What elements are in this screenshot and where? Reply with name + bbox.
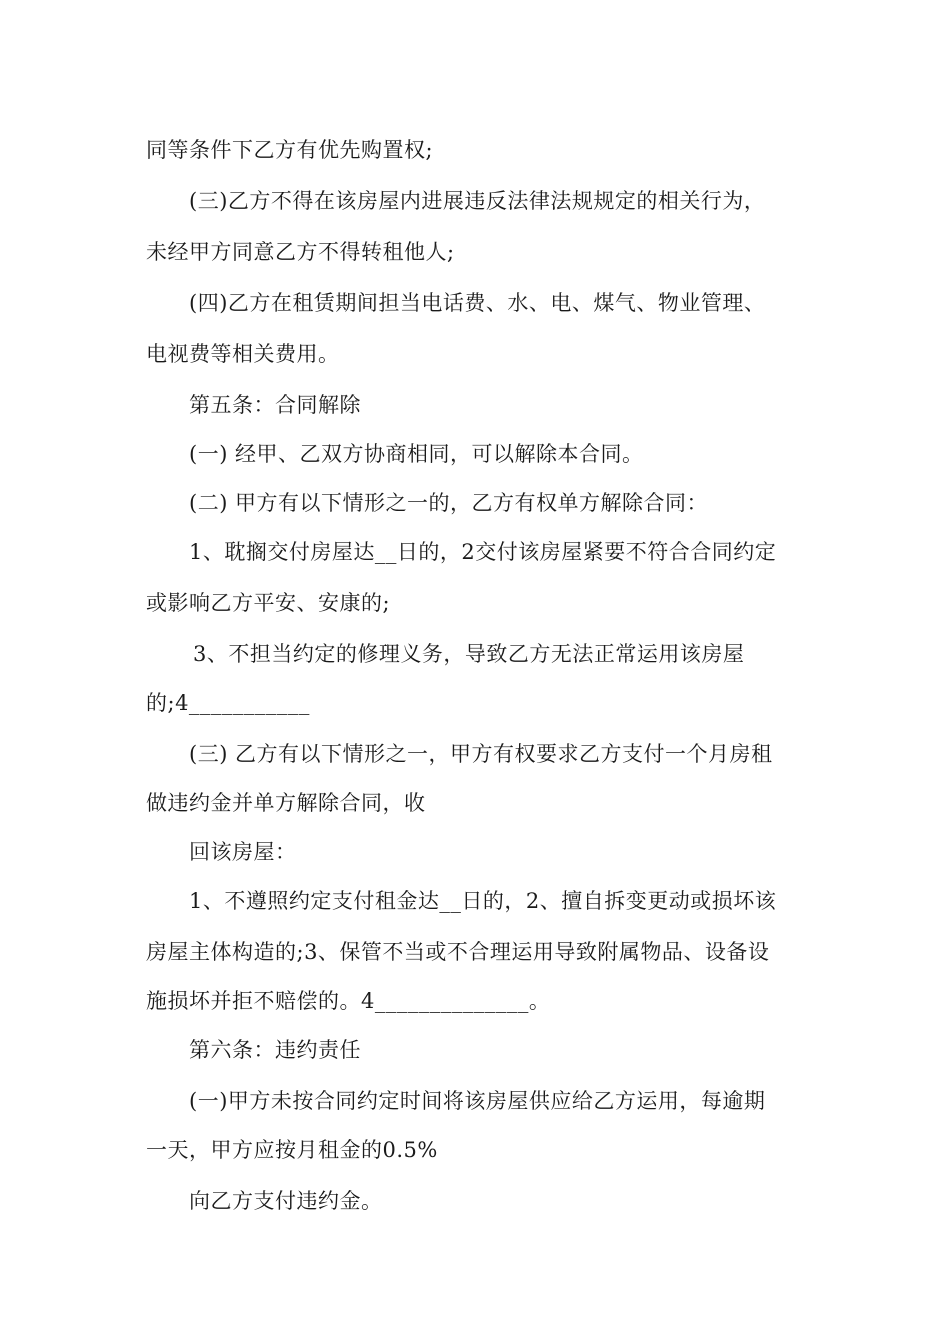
text-line: (四)乙方在租赁期间担当电话费、水、电、煤气、物业管理、: [189, 291, 766, 315]
text-line: (三)乙方不得在该房屋内进展违反法律法规规定的相关行为，: [189, 189, 766, 213]
text-line: 向乙方支付违约金。: [189, 1189, 383, 1213]
text-line: 房屋主体构造的;3、保管不当或不合理运用导致附属物品、设备设: [146, 940, 770, 964]
text-line: 电视费等相关费用。: [146, 342, 340, 366]
text-line: (一) 经甲、乙双方协商相同，可以解除本合同。: [189, 442, 644, 466]
section-heading: 第五条：合同解除: [189, 393, 361, 417]
text-line: 回该房屋：: [189, 840, 297, 864]
text-line: 1、耽搁交付房屋达__日的，2交付该房屋紧要不符合合同约定: [189, 540, 777, 564]
text-line: 或影响乙方平安、安康的;: [146, 591, 391, 615]
text-line: (二) 甲方有以下情形之一的，乙方有权单方解除合同：: [189, 491, 709, 515]
text-line: (三) 乙方有以下情形之一，甲方有权要求乙方支付一个月房租: [189, 742, 773, 766]
section-heading: 第六条：违约责任: [189, 1038, 361, 1062]
text-line: 一天，甲方应按月租金的0.5%: [146, 1138, 438, 1162]
text-line: 做违约金并单方解除合同，收: [146, 791, 426, 815]
text-line: (一)甲方未按合同约定时间将该房屋供应给乙方运用，每逾期: [189, 1089, 766, 1113]
text-line: 3、不担当约定的修理义务，导致乙方无法正常运用该房屋: [193, 642, 745, 666]
text-line: 施损坏并拒不赔偿的。4______________。: [146, 989, 551, 1013]
text-line: 的;4___________: [146, 691, 310, 715]
text-line: 同等条件下乙方有优先购置权;: [146, 138, 434, 162]
text-line: 1、不遵照约定支付租金达__日的，2、擅自拆变更动或损坏该: [189, 889, 777, 913]
text-line: 未经甲方同意乙方不得转租他人;: [146, 240, 455, 264]
